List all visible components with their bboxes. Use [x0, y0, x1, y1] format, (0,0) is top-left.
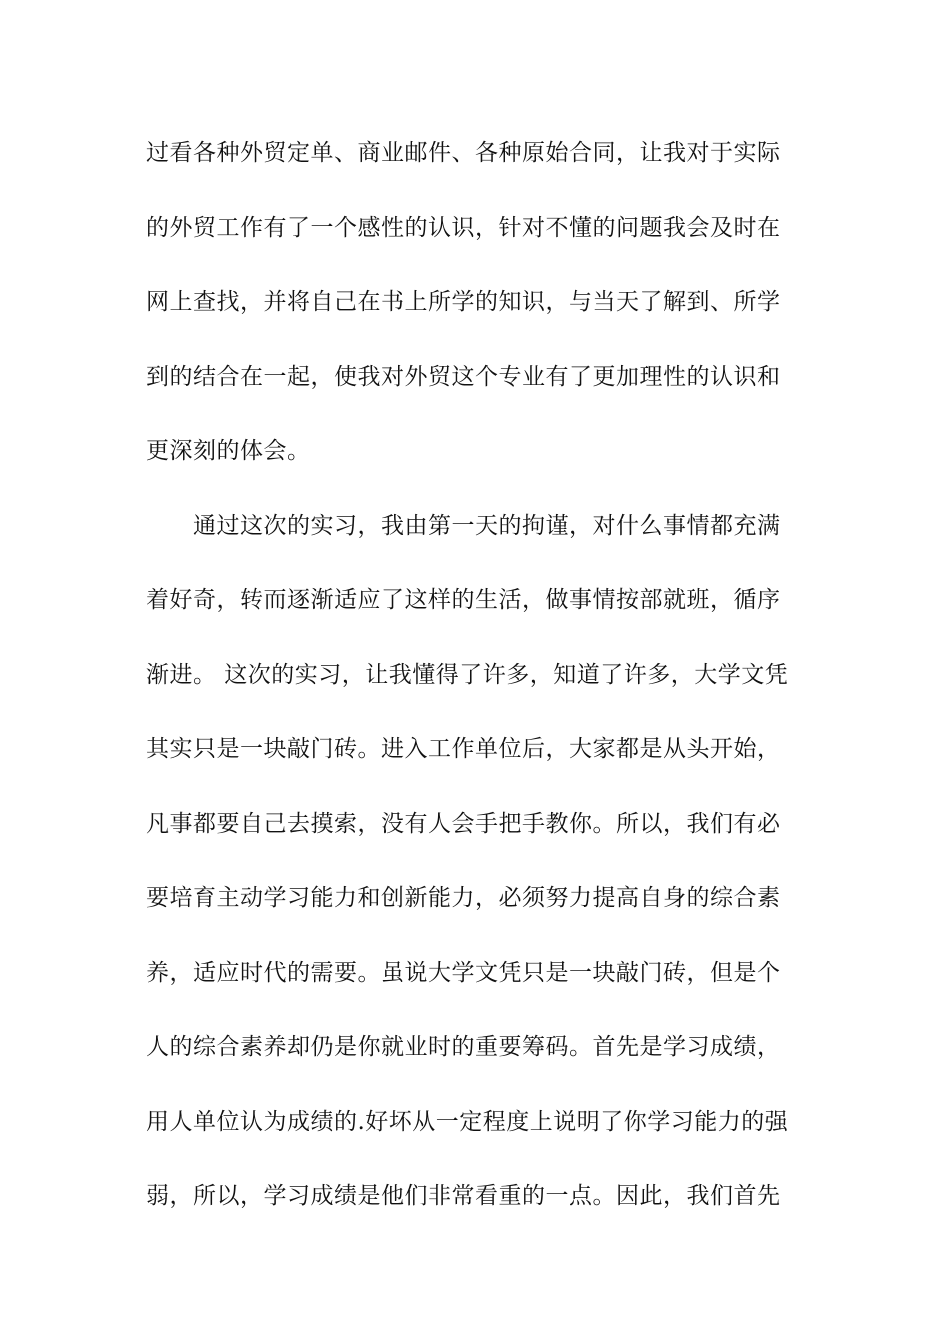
- text-line-2: 的外贸工作有了一个感性的认识，针对不懂的问题我会及时在: [146, 214, 781, 241]
- text-line-3: 网上查找，并将自己在书上所学的知识，与当天了解到、所学: [146, 289, 781, 315]
- text-line-13: 人的综合素养却仍是你就业时的重要筹码。首先是学习成绩，: [146, 1034, 781, 1060]
- body-text: [146, 128, 816, 1246]
- text-line-6: 通过这次的实习，我由第一天的拘谨，对什么事情都充满: [193, 512, 781, 539]
- text-line-15: 弱，所以，学习成绩是他们非常看重的一点。因此，我们首先: [146, 1183, 781, 1209]
- text-line-7: 着好奇，转而逐渐适应了这样的生活，做事情按部就班，循序: [146, 587, 781, 613]
- text-line-12: 养，适应时代的需要。虽说大学文凭只是一块敲门砖，但是个: [146, 959, 781, 986]
- text-line-1: 过看各种外贸定单、商业邮件、各种原始合同，让我对于实际: [146, 140, 781, 166]
- text-line-9: 其实只是一块敲门砖。进入工作单位后，大家都是从头开始，: [146, 736, 781, 762]
- text-line-8: 渐进。 这次的实习，让我懂得了许多，知道了许多，大学文凭: [146, 661, 789, 688]
- text-line-5: 更深刻的体会。: [146, 438, 311, 464]
- text-line-10: 凡事都要自己去摸索，没有人会手把手教你。所以，我们有必: [146, 810, 781, 837]
- text-line-4: 到的结合在一起，使我对外贸这个专业有了更加理性的认识和: [146, 363, 781, 390]
- text-line-14: 用人单位认为成绩的.好坏从一定程度上说明了你学习能力的强: [146, 1108, 789, 1135]
- text-line-11: 要培育主动学习能力和创新能力，必须努力提高自身的综合素: [146, 885, 781, 911]
